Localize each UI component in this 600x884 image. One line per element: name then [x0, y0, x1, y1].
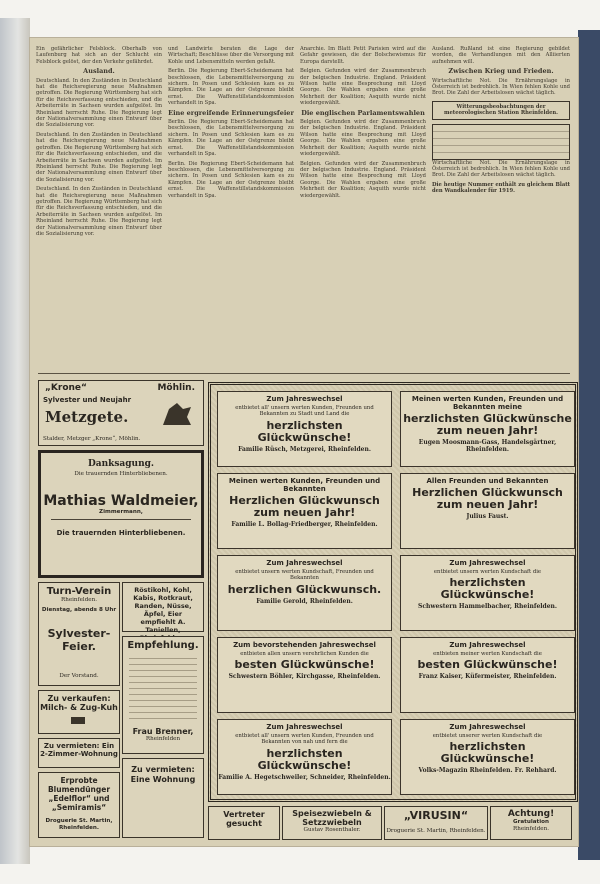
column-body-repeat: Deutschland. In den Zuständen in Deutschland hat die Reichsregierung neue Maßnahmen getroffen. Die Regierung Württemberg hat sich für die Reichsverfassung entschieden, und die Arbeiterräte in Sachsen wurden aufgelöst. Im Rheinland herrscht Ruhe. Die Regierung legt der Nationalversammlung einen Entwurf über die Sozialisierung vor. [36, 186, 162, 237]
speise-title: Speisezwiebeln & Setzzwiebeln [292, 809, 372, 827]
wohnung2-title: Zu vermieten: Eine Wohnung [130, 765, 196, 784]
column-heading: Zwischen Krieg und Frieden. [448, 67, 554, 76]
empfehlung-ad [122, 636, 204, 754]
danksagung-role: Zimmermann, [99, 509, 143, 515]
wohnung-title: Zu vermieten: Ein 2-Zimmer-Wohnung [40, 742, 118, 758]
greeting-card [400, 719, 575, 795]
roesti-ad [122, 582, 204, 632]
verkaufen-title: Zu verkaufen: [47, 694, 111, 703]
virusin-ad [384, 806, 488, 840]
blumen-ad [38, 772, 120, 838]
roesti-text: Röstikohl, Kohl, Kabis, Rotkraut, Randen, Nüsse, Äpfel, Eier empfiehlt A. Taniellen, [133, 586, 193, 634]
greeting-main: herzlichsten Glückwünsche! [257, 746, 352, 772]
greeting-top: Zum Jahreswechsel [266, 395, 343, 403]
newspaper-page [30, 38, 578, 846]
turnverein-title: Turn-Verein [46, 586, 112, 597]
achtung-title: Achtung! [507, 809, 555, 819]
danksagung-title: Danksagung. [87, 459, 155, 469]
greeting-sign: Eugen Moosmann-Gass, Handelsgärtner, Rheinfelden. [418, 439, 557, 453]
virusin-footer: Droguerie St. Martin, Rheinfelden. [386, 828, 486, 834]
greeting-sign: Volks-Magazin Rheinfelden. Fr. Rehhard. [418, 767, 557, 775]
turnverein-place: Rheinfelden. [61, 597, 97, 603]
turnverein-footer: Der Vorstand. [59, 673, 99, 680]
greeting-top: Zum Jahreswechsel [266, 723, 343, 731]
column-body-repeat: Berlin. Die Regierung Ebert-Scheidemann hat beschlossen, die Lebensmittelversorgung zu sichern. In Posen und Schlesien kam es zu Kämpfen. Die Lage an der Ostgrenze bleibt ernst. Die Waffenstillstandskommission verhandelt in Spa. [168, 160, 294, 199]
greeting-top: Zum Jahreswechsel [266, 559, 343, 567]
news-column-1 [36, 46, 162, 372]
wohnung-ad [38, 738, 120, 768]
turnverein-event: Sylvester-Feier. [47, 627, 111, 654]
danksagung-text-intro: Die trauernden Hinterbliebenen. [74, 471, 168, 477]
greeting-main: herzlichsten Glückwünsche! [257, 418, 352, 444]
greeting-card [217, 555, 392, 631]
column-body: Wirtschaftliche Not. Die Ernährungslage in Österreich ist bedrohlich. In Wien fehlen Kohle und Brot. Die Zahl der Arbeitslosen wächst täglich. [432, 77, 570, 97]
speise-ad [282, 806, 382, 840]
greeting-sign: Schwestern Böhler, Kirchgasse, Rheinfelden. [228, 673, 381, 681]
empfehlung-text-block [129, 654, 197, 724]
greeting-sign: Familie L. Bollag-Friedberger, Rheinfelden. [231, 521, 378, 528]
vertreter-ad [208, 806, 280, 840]
column-body-repeat: Wirtschaftliche Not. Die Ernährungslage in Österreich ist bedrohlich. In Wien fehlen Kohle und Brot. Die Zahl der Arbeitslosen wächst täglich. [432, 159, 570, 179]
greeting-sign: Familie A. Hegetschweiler, Schneider, Rheinfelden. [218, 773, 391, 781]
column-intro: Anarchie. Im Blatt Petit Parisien wird auf die Gefahr gewiesen, die der Bolschewismus für Europa darstellt. [300, 46, 426, 65]
column-body-repeat: Belgien. Gefunden wird der Zusammenbruch der belgischen Industrie. England. Präsident Wilson hatte eine Besprechung mit Lloyd George. Die Wahlen ergaben eine große Mehrheit der Koalition; Asquith wurde nicht wiedergewählt. [300, 119, 426, 158]
krone-ad [38, 380, 204, 446]
empfehlung-title: Empfehlung. [127, 640, 199, 651]
turnverein-date: Dienstag, abends 8 Uhr [41, 606, 117, 613]
verkaufen-ad [38, 690, 120, 734]
greetings-frame [208, 382, 578, 802]
greeting-body: entbietet unserer werten Kundschaft die [432, 733, 543, 739]
column-heading: Eine ergreifende Erinnerungsfeier [168, 108, 294, 117]
verkaufen-text: Milch- & Zug-Kuh [40, 703, 118, 712]
rooster-icon [159, 399, 195, 429]
danksagung-name: Mathias Waldmeier, [43, 493, 199, 509]
column-body: Berlin. Die Regierung Ebert-Scheidemann hat beschlossen, die Lebensmittelversorgung zu sichern. In Posen und Schlesien kam es zu Kämpfen. Die Lage an der Ostgrenze bleibt ernst. Die Waffenstillstandskommission verhandelt in Spa. [168, 68, 294, 107]
column-intro: und Landwirte beraten die Lage der Wirtschaft; Beschlüsse über die Versorgung mit Kohle und Lebensmitteln werden gefaßt. [168, 46, 294, 65]
wohnung2-ad [122, 758, 204, 838]
speise-footer: Gustav Rosenthaler. [303, 827, 361, 833]
danksagung-ad [38, 450, 204, 578]
greeting-card [400, 391, 575, 467]
column-body-repeat: Berlin. Die Regierung Ebert-Scheidemann hat beschlossen, die Lebensmittelversorgung zu sichern. In Posen und Schlesien kam es zu Kämpfen. Die Lage an der Ostgrenze bleibt ernst. Die Waffenstillstandskommission verhandelt in Spa. [168, 119, 294, 158]
greeting-top: Zum bevorstehenden Jahreswechsel [233, 641, 376, 649]
turnverein-ad [38, 582, 120, 686]
column-body: Deutschland. In den Zuständen in Deutschland hat die Reichsregierung neue Maßnahmen getroffen. Die Regierung Württemberg hat sich für die Reichsverfassung entschieden, und die Arbeiterräte in Sachsen wurden aufgelöst. Im Rheinland herrscht Ruhe. Die Regierung legt der Nationalversammlung einen Entwurf über die Sozialisierung vor. [36, 77, 162, 129]
achtung-sub: Gratulation [513, 819, 549, 825]
danksagung-footer: Die trauernden Hinterbliebenen. [56, 528, 186, 537]
achtung-ad [490, 806, 572, 840]
krone-main: Metzgete. [45, 408, 129, 426]
achtung-footer: Rheinfelden. [513, 825, 549, 832]
krone-place: Möhlin. [157, 383, 195, 393]
column-heading: Ausland. [83, 67, 115, 76]
greeting-main: herzlichsten Glückwünsche! [440, 576, 535, 602]
greeting-sign: Julius Faust. [466, 513, 509, 520]
weather-table [432, 124, 570, 160]
empfehlung-name: Frau Brenner, [132, 727, 194, 736]
weather-table-title: Witterungsbeobachtungen der meteorologischen Station Rheinfelden. [432, 101, 570, 120]
greeting-body: entbietet unsern werten Kundschaft die [433, 569, 542, 575]
greeting-top: Allen Freunden und Bekannten [426, 477, 549, 485]
greeting-main: herzlichen Glückwunsch. [227, 582, 382, 596]
krone-footer: Stalder, Metzger „Krone“, Möhlin. [43, 436, 141, 443]
cow-icon [69, 715, 89, 727]
news-column-2 [168, 46, 294, 372]
greeting-body: entbietet all' unsern werten Kunden, Freunden und Bekannten von nah und fern die [235, 733, 374, 746]
greeting-card [400, 555, 575, 631]
greeting-card [217, 637, 392, 713]
greeting-top: Meinen werten Kunden, Freunden und Bekannten meine [411, 395, 564, 411]
book-binding [578, 30, 600, 860]
greeting-main: Herzlichen Glückwunsch zum neuen Jahr! [229, 494, 380, 519]
column-body-repeat: Deutschland. In den Zuständen in Deutschland hat die Reichsregierung neue Maßnahmen getroffen. Die Regierung Württemberg hat sich für die Reichsverfassung entschieden, und die Arbeiterräte in Sachsen wurden aufgelöst. Im Rheinland herrscht Ruhe. Die Regierung legt der Nationalversammlung einen Entwurf über die Sozialisierung vor. [36, 131, 162, 183]
greeting-card [400, 637, 575, 713]
column-intro: Ausland. Rußland ist eine Regierung gebildet worden, die Verhandlungen mit den Alliierten aufnehmen will. [432, 46, 570, 65]
greeting-main: Herzlichen Glückwunsch zum neuen Jahr! [412, 486, 563, 511]
greeting-body: entbieten meiner werten Kundschaft die [433, 651, 542, 657]
column-body: Belgien. Gefunden wird der Zusammenbruch der belgischen Industrie. England. Präsident Wilson hatte eine Besprechung mit Lloyd George. Die Wahlen ergaben eine große Mehrheit der Koalition; Asquith wurde nicht wiedergewählt. [300, 68, 426, 107]
greeting-main: besten Glückwünsche! [417, 658, 558, 672]
greeting-sign: Familie Gerold, Rheinfelden. [256, 597, 353, 605]
vertreter-title: Vertreter gesucht [223, 810, 265, 828]
empfehlung-place: Rheinfelden [145, 736, 181, 742]
greeting-card [217, 719, 392, 795]
book-spine [0, 18, 30, 864]
column-body-repeat: Belgien. Gefunden wird der Zusammenbruch der belgischen Industrie. England. Präsident Wilson hatte eine Besprechung mit Lloyd George. Die Wahlen ergaben eine große Mehrheit der Koalition; Asquith wurde nicht wiedergewählt. [300, 160, 426, 199]
greeting-body: entbietet unsern werten Kundschaft, Freunden und Bekannten [235, 569, 374, 582]
greeting-card [217, 473, 392, 549]
greeting-main: herzlichsten Glückwünsche! [440, 740, 535, 766]
greeting-body: entbietet all' unsern werten Kunden, Freunden und Bekannten zu Stadt und Land die [235, 405, 374, 418]
greeting-body: entbieten allen unsern verehrlichen Kunden die [240, 651, 369, 657]
greeting-top: Zum Jahreswechsel [449, 641, 526, 649]
krone-sub: Sylvester und Neujahr [43, 396, 132, 404]
news-column-4 [432, 46, 570, 372]
krone-title: „Krone“ [45, 383, 87, 393]
blumen-title: Erprobte Blumendünger „Edelflor“ und „Semiramis“ [47, 776, 111, 812]
column-heading: Die englischen Parlamentswahlen [301, 108, 425, 117]
column-intro: Ein gefährlicher Felsblock. Oberhalb von Laufenburg hat sich an der Schlucht ein Felsblock gelöst, der den Verkehr gefährdet. [36, 46, 162, 65]
news-column-3 [300, 46, 426, 372]
greeting-sign: Schwestern Hammelbacher, Rheinfelden. [417, 603, 558, 611]
greeting-top: Zum Jahreswechsel [449, 723, 526, 731]
virusin-title: „VIRUSIN“ [403, 809, 469, 822]
table-note: Die heutige Nummer enthält zu gleichem Blatt den Wandkalender für 1919. [432, 181, 570, 195]
greeting-main: herzlichsten Glückwünsche zum neuen Jahr! [403, 412, 572, 437]
greeting-top: Meinen werten Kunden, Freunden und Bekannten [228, 477, 381, 493]
greeting-card [400, 473, 575, 549]
section-divider [38, 373, 570, 374]
greeting-sign: Franz Kaiser, Küfermeister, Rheinfelden. [418, 673, 557, 681]
greeting-top: Zum Jahreswechsel [449, 559, 526, 567]
greeting-card [217, 391, 392, 467]
greeting-sign: Familie Rüsch, Metzgerei, Rheinfelden. [238, 445, 371, 453]
greeting-main: besten Glückwünsche! [234, 658, 375, 672]
blumen-footer: Droguerie St. Martin, Rheinfelden. [45, 818, 113, 831]
